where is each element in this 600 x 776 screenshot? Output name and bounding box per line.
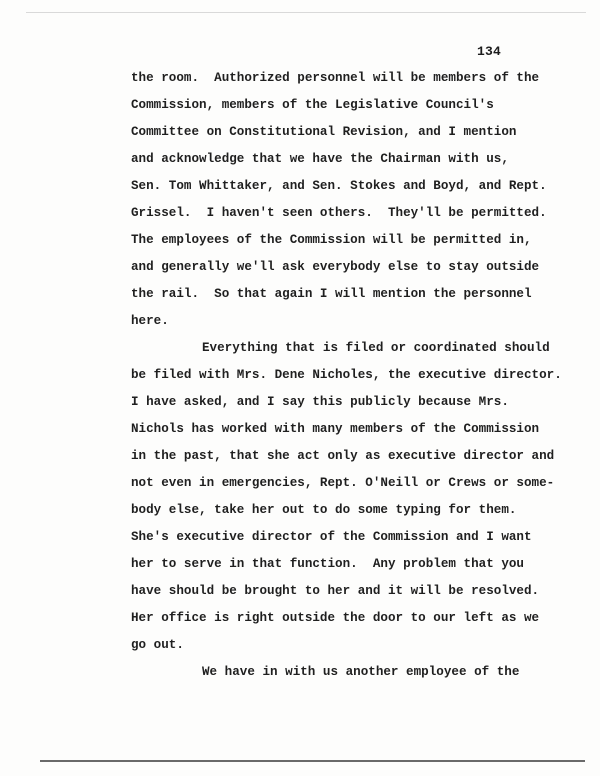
text-line: I have asked, and I say this publicly because Mrs. (131, 395, 509, 409)
text-line: go out. (131, 638, 184, 652)
text-line: Commission, members of the Legislative Council's (131, 98, 494, 112)
text-line: not even in emergencies, Rept. O'Neill or Crews or some- (131, 476, 555, 490)
text-line: Nichols has worked with many members of the Commission (131, 422, 540, 436)
text-line: the room. Authorized personnel will be members of the (131, 71, 540, 85)
text-line: Her office is right outside the door to our left as we (131, 611, 540, 625)
text-line: her to serve in that function. Any problem that you (131, 557, 524, 571)
text-line: Grissel. I haven't seen others. They'll be permitted. (131, 206, 547, 220)
text-line: She's executive director of the Commission and I want (131, 530, 532, 544)
text-line: Everything that is filed or coordinated should (202, 341, 550, 355)
text-line: body else, take her out to do some typing for them. (131, 503, 517, 517)
text-line: the rail. So that again I will mention the personnel (131, 287, 532, 301)
text-line: here. (131, 314, 169, 328)
text-line: Sen. Tom Whittaker, and Sen. Stokes and Boyd, and Rept. (131, 179, 547, 193)
text-line: be filed with Mrs. Dene Nicholes, the executive director. (131, 368, 562, 382)
page-number: 134 (477, 44, 502, 59)
bottom-edge-rule (40, 760, 585, 762)
text-line: Committee on Constitutional Revision, and I mention (131, 125, 517, 139)
text-line: We have in with us another employee of the (202, 665, 520, 679)
top-edge-rule (26, 12, 586, 13)
text-line: The employees of the Commission will be permitted in, (131, 233, 532, 247)
text-line: and generally we'll ask everybody else to stay outside (131, 260, 540, 274)
text-line: and acknowledge that we have the Chairman with us, (131, 152, 509, 166)
text-line: in the past, that she act only as executive director and (131, 449, 555, 463)
text-line: have should be brought to her and it will be resolved. (131, 584, 540, 598)
